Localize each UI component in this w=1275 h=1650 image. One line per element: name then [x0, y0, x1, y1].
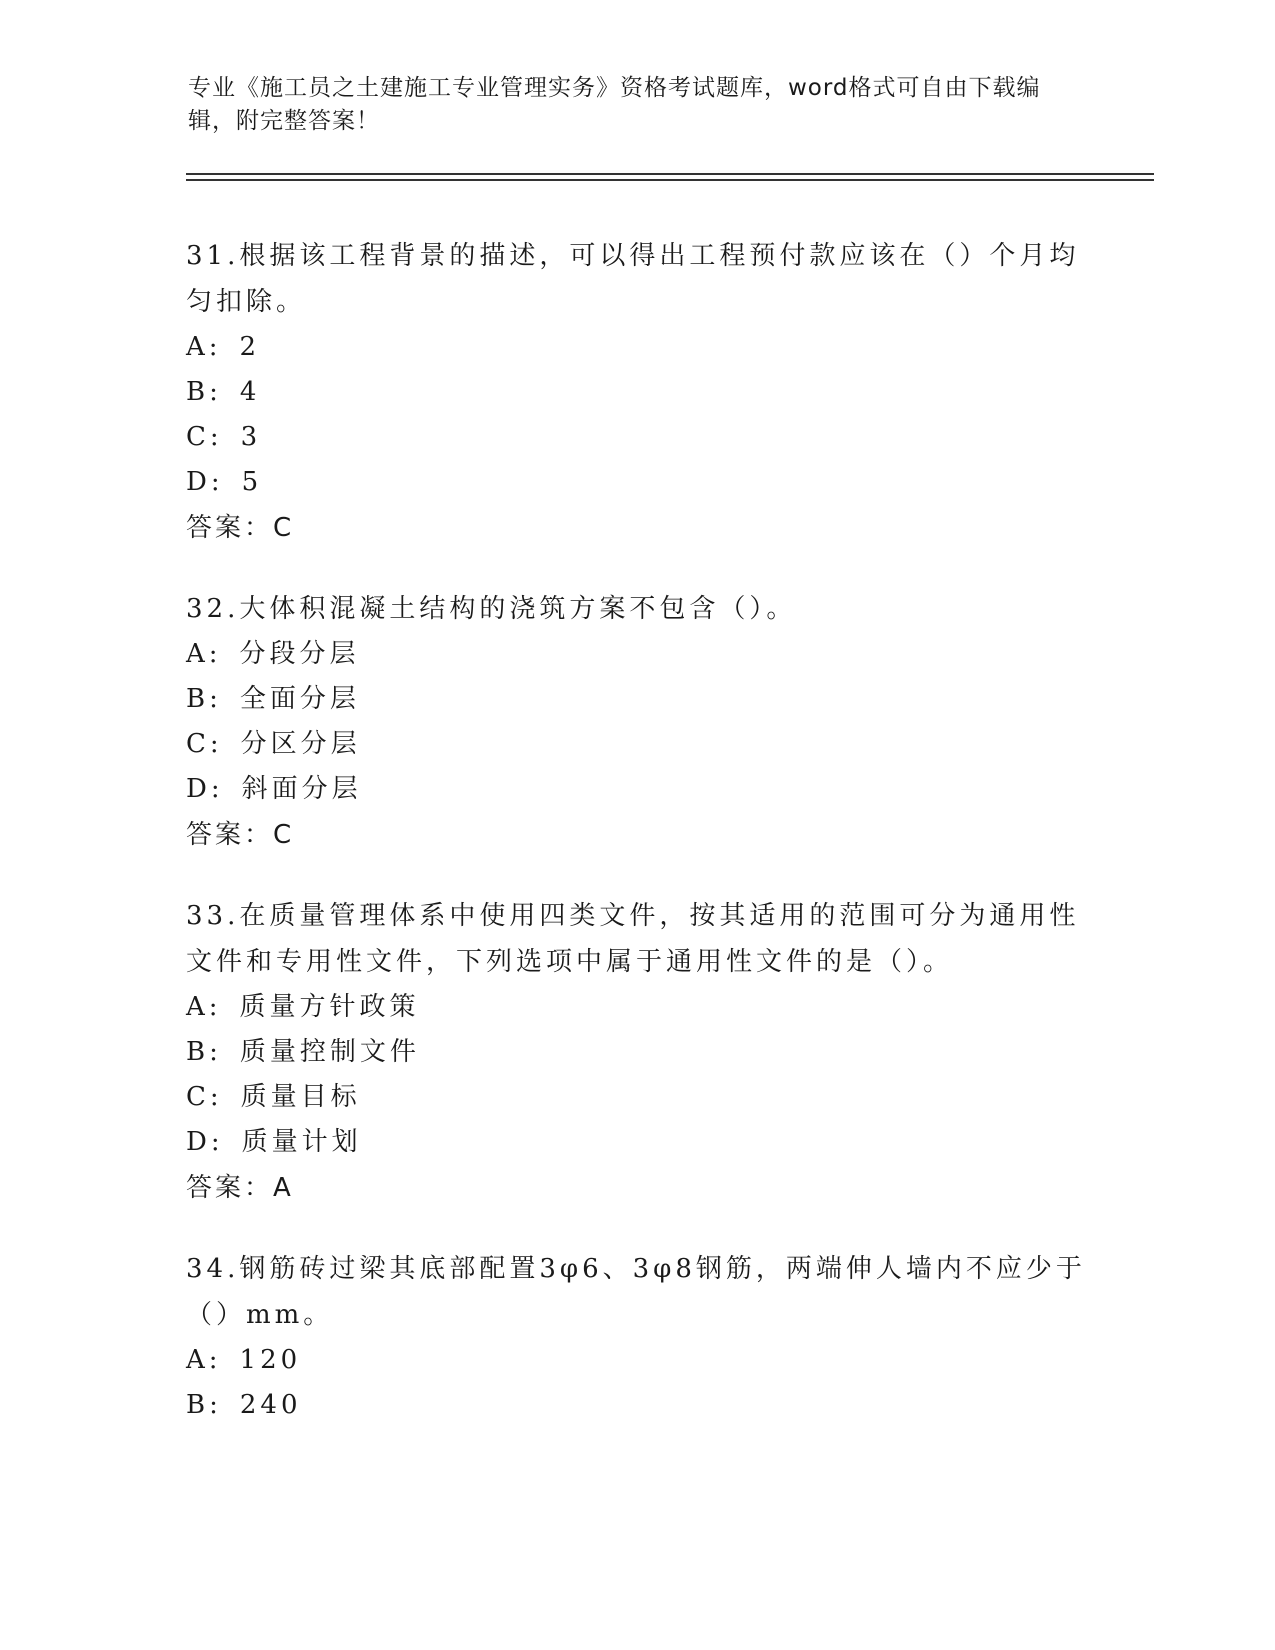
option-letter: B:	[186, 1390, 222, 1420]
question-32	[186, 586, 1086, 858]
option-letter: D:	[186, 467, 224, 497]
option-text: 分区分层	[240, 729, 361, 759]
option-text: 质量方针政策	[239, 992, 420, 1022]
option-b	[186, 1030, 1086, 1075]
option-c	[186, 722, 1086, 767]
question-stem: 31.根据该工程背景的描述，可以得出工程预付款应该在（）个月均匀扣除。	[186, 241, 1080, 317]
header-divider-top	[186, 173, 1154, 175]
option-letter: A:	[186, 639, 222, 669]
option-c	[186, 415, 1086, 460]
answer-label: 答案：C	[186, 820, 295, 850]
option-a	[186, 985, 1086, 1030]
question-stem: 34.钢筋砖过梁其底部配置3φ6、3φ8钢筋，两端伸人墙内不应少于（）mm。	[186, 1254, 1086, 1330]
option-text: 斜面分层	[241, 774, 362, 804]
option-text: 3	[240, 422, 262, 452]
answer-label: 答案：A	[186, 1173, 294, 1203]
question-34	[186, 1246, 1086, 1428]
option-text: 4	[239, 377, 261, 407]
question-33	[186, 893, 1086, 1211]
option-text: 质量目标	[240, 1082, 361, 1112]
option-letter: B:	[186, 377, 222, 407]
option-b	[186, 1383, 1086, 1428]
option-a	[186, 325, 1086, 370]
answer-label: 答案：C	[186, 513, 295, 543]
option-letter: D:	[186, 1127, 224, 1157]
option-letter: C:	[186, 422, 223, 452]
option-text: 120	[239, 1345, 302, 1375]
option-letter: A:	[186, 992, 222, 1022]
question-list	[186, 233, 1086, 1463]
question-31	[186, 233, 1086, 551]
option-letter: D:	[186, 774, 224, 804]
option-text: 5	[241, 467, 263, 497]
option-letter: A:	[186, 1345, 222, 1375]
option-a	[186, 1338, 1086, 1383]
option-text: 质量计划	[241, 1127, 362, 1157]
option-text: 分段分层	[239, 639, 360, 669]
header-divider-bottom	[186, 179, 1154, 181]
option-letter: A:	[186, 332, 222, 362]
option-letter: C:	[186, 1082, 223, 1112]
option-d	[186, 767, 1086, 812]
option-d	[186, 1120, 1086, 1165]
option-a	[186, 632, 1086, 677]
option-b	[186, 677, 1086, 722]
option-b	[186, 370, 1086, 415]
option-text: 240	[239, 1390, 302, 1420]
option-text: 全面分层	[239, 684, 360, 714]
question-stem: 32.大体积混凝土结构的浇筑方案不包含（）。	[186, 594, 797, 624]
option-letter: C:	[186, 729, 223, 759]
option-text: 质量控制文件	[239, 1037, 420, 1067]
option-text: 2	[239, 332, 261, 362]
option-letter: B:	[186, 684, 222, 714]
document-header: 专业《施工员之土建施工专业管理实务》资格考试题库，word格式可自由下载编辑，附完整答案！	[188, 75, 1041, 134]
option-letter: B:	[186, 1037, 222, 1067]
option-d	[186, 460, 1086, 505]
question-stem: 33.在质量管理体系中使用四类文件，按其适用的范围可分为通用性文件和专用性文件，下列选项中属于通用性文件的是（）。	[186, 901, 1080, 977]
option-c	[186, 1075, 1086, 1120]
